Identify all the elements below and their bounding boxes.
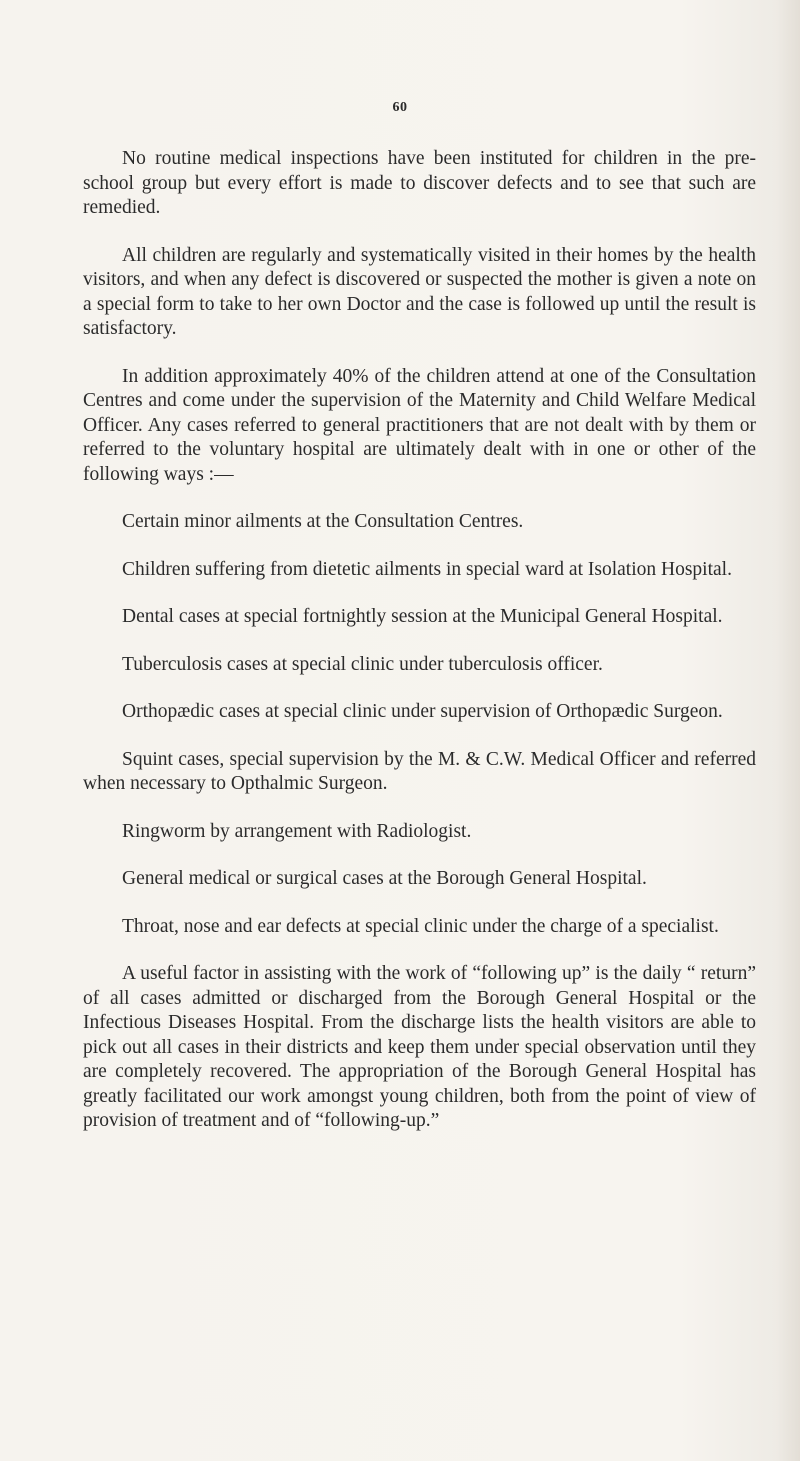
list-item-dietetic-ailments: Children suffering from dietetic ailments in special ward at Isolation Hospital. [122,558,732,580]
list-item-ringworm: Ringworm by arrangement with Radiologist. [122,820,472,842]
paragraph-home-visits: All children are regularly and systematically visited in their homes by the health visitors, and when any defect is discovered or suspected the mother is given a note on a special form to take to her own Doctor and the case is followed up until the result is satisfactory. [83,244,756,339]
paragraph-pre-school-inspections: No routine medical inspections have been instituted for children in the pre-school group but every effort is made to discover defects and to see that such are remedied. [83,148,756,218]
list-item-orthopaedic-cases: Orthopædic cases at special clinic under supervision of Orthopædic Surgeon. [122,701,723,722]
body-text [83,147,756,1157]
list-item-dental-cases: Dental cases at special fortnightly session at the Municipal General Hospital. [122,606,723,627]
paragraph-following-up: A useful factor in assisting with the work of “following up” is the daily “ return” of all cases admitted or discharged from the Borough General Hospital or the Infectious Diseases Hospital. From the discharge lists the health visitors are able to pick out all cases in their districts and keep them under special observation until they are completely recovered. The appropriation of the Borough General Hospital has greatly facilitated our work amongst young children, both from the point of view of provision of treatment and of “following-up.” [83,963,756,1131]
paragraph-consultation-centres: In addition approximately 40% of the children attend at one of the Consultation Centres and come under the supervision of the Maternity and Child Welfare Medical Officer. Any cases referred to general practitioners that are not dealt with by them or referred to the voluntary hospital are ultimately dealt with in one or other of the following ways :— [83,365,756,485]
list-item-minor-ailments: Certain minor ailments at the Consultation Centres. [122,511,524,532]
list-item-tuberculosis-cases: Tuberculosis cases at special clinic under tuberculosis officer. [122,653,603,675]
list-item-squint-cases: Squint cases, special supervision by the M. & C.W. Medical Officer and referred when necessary to Opthalmic Surgeon. [83,748,756,794]
list-item-general-cases: General medical or surgical cases at the Borough General Hospital. [122,868,647,889]
page-number: 60 [392,100,408,115]
list-item-throat-nose-ear: Throat, nose and ear defects at special clinic under the charge of a specialist. [122,915,719,937]
